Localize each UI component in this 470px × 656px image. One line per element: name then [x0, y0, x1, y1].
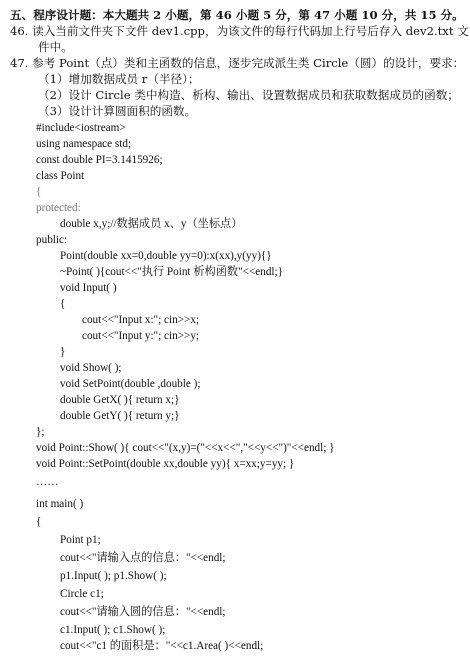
code-line: double x,y;//数据成员 x、y（坐标点）: [60, 218, 243, 230]
code-line: Circle c1;: [60, 588, 104, 600]
code-line: {: [60, 298, 66, 310]
code-line: int main( ): [36, 498, 84, 510]
code-line: void Show( );: [60, 362, 122, 374]
question-47-requirement-3: （3）设计计算圆面积的函数。: [38, 104, 197, 118]
code-line: Point(double xx=0,double yy=0):x(xx),y(yy){}: [60, 250, 272, 262]
question-47-requirement-2: （2）设计 Circle 类中构造、析构、输出、设置数据成员和获取数据成员的函数；: [38, 88, 459, 102]
code-line: ~Point( ){cout<<"执行 Point 析构函数"<<endl;}: [60, 266, 284, 278]
code-line: cout<<"Input y:"; cin>>y;: [82, 330, 200, 342]
section-header: 五、程序设计题：本大题共 2 小题，第 46 小题 5 分，第 47 小题 10 分，共 15 分。: [10, 8, 464, 22]
question-47-requirement-1: （1）增加数据成员 r（半径）；: [38, 72, 200, 86]
code-line: void Point::SetPoint(double xx,double yy){ x=xx;y=yy; }: [36, 458, 295, 470]
code-line: cout<<"c1 的面积是："<<c1.Area( )<<endl;: [60, 640, 264, 652]
code-line: cout<<"请输入圆的信息："<<endl;: [60, 606, 226, 618]
code-line: double GetX( ){ return x;}: [60, 394, 180, 406]
question-46-line2: 件中。: [38, 40, 73, 54]
code-line: c1.Input( ); c1.Show( );: [60, 624, 166, 636]
code-line: const double PI=3.1415926;: [36, 154, 163, 166]
question-46-line1: 46. 读入当前文件夹下文件 dev1.cpp，为该文件的每行代码加上行号后存入 dev2.txt 文: [10, 24, 469, 38]
code-line: }: [60, 346, 66, 358]
code-line: cout<<"Input x:"; cin>>x;: [82, 314, 200, 326]
code-line: Point p1;: [60, 534, 101, 546]
code-line: #include<iostream>: [36, 122, 126, 134]
code-line: cout<<"请输入点的信息："<<endl;: [60, 552, 226, 564]
code-line: void SetPoint(double ,double );: [60, 378, 201, 390]
code-line: };: [36, 426, 45, 438]
code-line: using namespace std;: [36, 138, 132, 150]
code-line: p1.Input( ); p1.Show( );: [60, 570, 167, 582]
code-line: public:: [36, 234, 68, 246]
code-line: {: [36, 516, 42, 528]
code-line: void Input( ): [60, 282, 117, 294]
code-line: void Point::Show( ){ cout<<"(x,y)=("<<x<<","<<y<<")"<<endl; }: [36, 442, 335, 454]
code-line: double GetY( ){ return y;}: [60, 410, 180, 422]
code-line: class Point: [36, 170, 85, 182]
question-47-line1: 47. 参考 Point（点）类和主函数的信息，逐步完成派生类 Circle（圆）的设计，要求：: [10, 56, 465, 70]
code-line: protected:: [36, 202, 81, 214]
code-ellipsis: ……: [36, 476, 59, 488]
code-line: {: [36, 186, 42, 198]
